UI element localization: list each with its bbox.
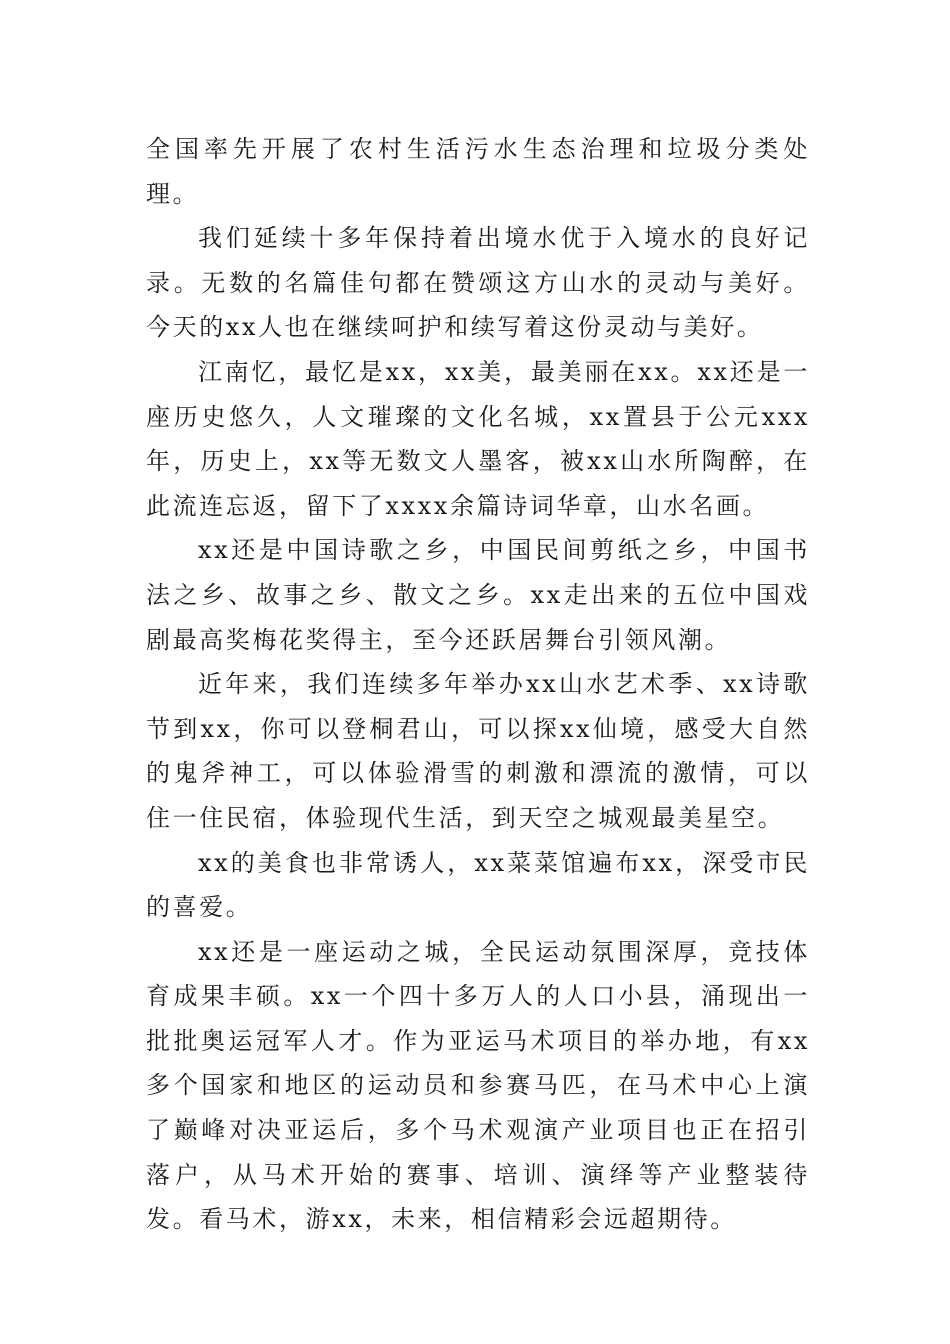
paragraph-1: 全国率先开展了农村生活污水生态治理和垃圾分类处理。 — [146, 135, 810, 208]
paragraph-4: xx还是中国诗歌之乡，中国民间剪纸之乡，中国书法之乡、故事之乡、散文之乡。xx走出来的五位中国戏剧最高奖梅花奖得主，至今还跃居舞台引领风潮。 — [146, 536, 810, 654]
paragraph-3: 江南忆，最忆是xx，xx美，最美丽在xx。xx还是一座历史悠久，人文璀璨的文化名城，xx置县于公元xxx年，历史上，xx等无数文人墨客，被xx山水所陶醉，在此流连忘返，留下了xxxx余篇诗词华章，山水名画。 — [146, 357, 810, 520]
paragraph-5: 近年来，我们连续多年举办xx山水艺术季、xx诗歌节到xx，你可以登桐君山，可以探xx仙境，感受大自然的鬼斧神工，可以体验滑雪的刺激和漂流的激情，可以住一住民宿，体验现代生活，到天空之城观最美星空。 — [146, 670, 810, 832]
document-body — [146, 127, 810, 1242]
paragraph-6: xx的美食也非常诱人，xx菜菜馆遍布xx，深受市民的喜爱。 — [146, 848, 810, 922]
paragraph-7: xx还是一座运动之城，全民运动氛围深厚，竞技体育成果丰硕。xx一个四十多万人的人口小县，涌现出一批批奥运冠军人才。作为亚运马术项目的举办地，有xx多个国家和地区的运动员和参赛马匹，在马术中心上演了巅峰对决亚运后，多个马术观演产业项目也正在招引落户，从马术开始的赛事、培训、演绎等产业整装待发。看马术，游xx，未来，相信精彩会远超期待。 — [146, 937, 810, 1234]
paragraph-2: 我们延续十多年保持着出境水优于入境水的良好记录。无数的名篇佳句都在赞颂这方山水的灵动与美好。今天的xx人也在继续呵护和续写着这份灵动与美好。 — [146, 224, 810, 342]
